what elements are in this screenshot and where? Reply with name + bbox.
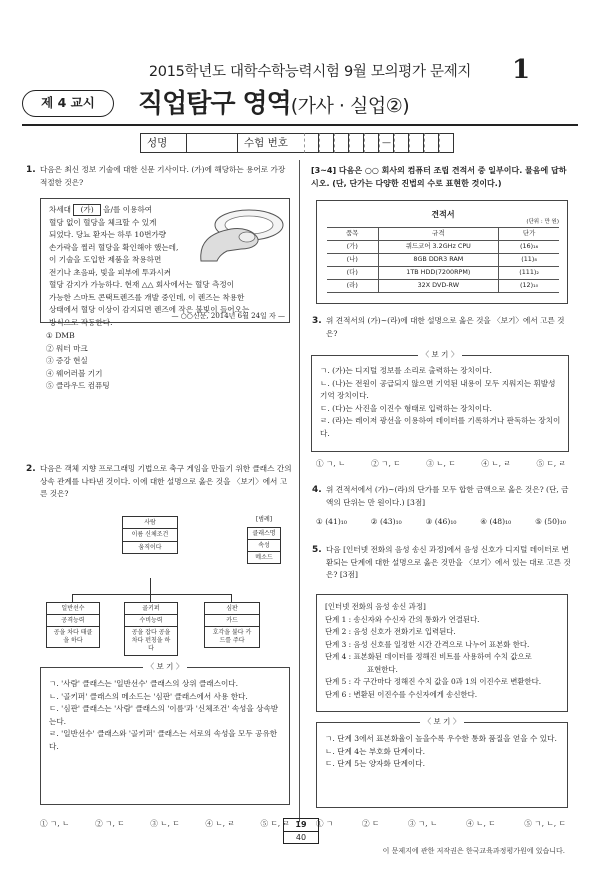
class-player: 일반선수 공격능력 공을 차다 태클을 하다: [46, 602, 100, 648]
table-row: (다) 1TB HDD(7200RPM) (111)₂: [327, 267, 559, 280]
q5-stem: [312, 544, 572, 582]
q2-bogi-item: ㄱ. '사람' 클래스는 '일반선수' 클래스의 상위 클래스이다.: [49, 679, 239, 688]
estimate-header: 품목: [327, 228, 378, 241]
q4-choice[interactable]: ⑤ (50)₁₀: [535, 517, 566, 526]
q1-choice[interactable]: ④ 웨어러블 기기: [46, 368, 103, 378]
page-total: 40: [295, 833, 307, 842]
glucose-sensor-illustration: [191, 203, 286, 263]
exam-digit[interactable]: [349, 133, 364, 153]
q2-bogi-item: ㄹ. '일반선수' 클래스와 '골키퍼' 클래스는 서로의 속성을 모두 공유한다.: [49, 729, 278, 751]
q5-choice[interactable]: ① ㄱ: [316, 819, 334, 828]
q5-step: 단계 6 : 변환된 이진수를 수신자에게 송신한다.: [325, 689, 478, 699]
q1-stem: [26, 164, 290, 189]
subject-title: [138, 86, 409, 124]
q2-text: 다음은 객체 지향 프로그래밍 기법으로 축구 게임을 만들기 위한 클래스 간의 상속 관계를 나타낸 것이다. 이에 대한 설명으로 옳은 것을 〈보기〉에서 고른 것은?: [40, 464, 292, 498]
exam-digit[interactable]: [319, 133, 334, 153]
q5-text: 다음 [인터넷 전화의 음성 송신 과정]에서 음성 신호가 디지털 데이터로 변환되는 단계에 대한 설명으로 옳은 것만을 〈보기〉에서 있는 대로 고른 것은? [3점]: [326, 545, 571, 579]
q5-bogi-item: ㄴ. 단계 4는 부호화 단계이다.: [325, 746, 426, 756]
q1-article-line: 혈당 감지가 가능하다. 현재 △△ 회사에서는 혈당 측정이: [49, 280, 235, 289]
estimate-header: 단가: [499, 228, 559, 241]
q2-bogi-box: [40, 662, 290, 805]
q2-bogi-title: 〈 보 기 〉: [143, 662, 188, 671]
q3-text: 위 견적서의 (가)~(라)에 대한 설명으로 옳은 것을 〈보기〉에서 고른 것은?: [326, 316, 565, 338]
q5-step: 단계 5 : 각 구간마다 정해진 수치 값을 0과 1의 이진수로 변환한다.: [325, 677, 542, 686]
q1-choice[interactable]: ③ 증강 현실: [46, 356, 88, 365]
q5-bogi-box: [316, 717, 568, 808]
table-row: (가) 쿼드코어 3.2GHz CPU (16)₁₆: [327, 241, 559, 254]
q3-choice[interactable]: ② ㄱ, ㄷ: [371, 459, 401, 468]
q2-stem: [26, 463, 292, 501]
q4-choices: [316, 516, 566, 529]
q3-choices: [316, 458, 566, 471]
class-referee: 심판 카드 호각을 불다 카드를 주다: [204, 602, 260, 648]
estimate-unit: (단위 : 만 원): [526, 219, 559, 225]
class-keeper: 골키퍼 수비능력 공을 잡다 공을 차다 펀칭을 하다: [124, 602, 178, 656]
copyright-notice: 이 문제지에 관한 저작권은 한국교육과정평가원에 있습니다.: [382, 847, 565, 855]
q1-article-line: 을/를 이용하여: [103, 205, 153, 214]
q1-article-line: 가능한 스마트 콘택트렌즈를 개발 중인데, 이 렌즈는 착용한: [49, 292, 245, 302]
exam-digit[interactable]: [394, 133, 409, 153]
q1-choices: [46, 330, 110, 393]
q5-step: 단계 1 : 송신자와 수신자 간의 통화가 연결된다.: [325, 614, 480, 624]
q1-article-line: 이 기술을 도입한 제품을 착용하면: [49, 255, 162, 264]
q5-bogi-item: ㄷ. 단계 5는 양자화 단계이다.: [325, 759, 426, 768]
q2-bogi-item: ㄷ. '심판' 클래스는 '사람' 클래스의 '이름'과 '신체조건' 속성을 상속받는다.: [49, 704, 279, 726]
q1-article-line: 전기나 초음파, 빛을 피부에 투과시켜: [49, 267, 172, 277]
q1-article-box: [40, 198, 290, 327]
q5-choices: [316, 818, 566, 831]
exam-digit[interactable]: [364, 133, 379, 153]
q3-bogi-item: ㄷ. (다)는 사진을 이진수 형태로 입력하는 장치이다.: [320, 403, 492, 413]
exam-digit[interactable]: [424, 133, 439, 153]
q4-stem: [312, 484, 572, 509]
q4-choice[interactable]: ④ (48)₁₀: [480, 517, 512, 526]
q2-choice[interactable]: ④ ㄴ, ㄹ: [205, 819, 235, 828]
q3-bogi-item: ㄴ. (나)는 전원이 공급되지 않으면 기억된 내용이 모두 지워지는 휘발성 기억 장치이다.: [320, 378, 556, 400]
q5-choice[interactable]: ② ㄷ: [361, 819, 380, 828]
exam-dash: —: [379, 133, 394, 153]
q1-article-line: 손가락을 찔러 혈당을 확인해야 했는데,: [49, 242, 179, 252]
q1-choice[interactable]: ① DMB: [46, 331, 75, 340]
class-person: 사람 이름 신체조건 움직이다: [122, 516, 178, 554]
exam-digit[interactable]: [439, 133, 454, 153]
q2-bogi-item: ㄴ. '골키퍼' 클래스의 메소드는 '심판' 클래스에서 사용 한다.: [49, 691, 248, 701]
q5-number: 5.: [312, 545, 322, 555]
q4-choice[interactable]: ① (41)₁₀: [316, 517, 347, 526]
name-label: 성명: [140, 133, 186, 153]
q1-blank-ga: (가): [73, 204, 100, 216]
exam-number-label: 수험 번호: [238, 133, 304, 153]
q3-bogi-item: ㄱ. (가)는 디지털 정보를 소리로 출력하는 장치이다.: [320, 366, 492, 375]
q1-choice[interactable]: ⑤ 클라우드 컴퓨팅: [46, 381, 110, 390]
q2-choice[interactable]: ⑤ ㄷ, ㄹ: [260, 819, 290, 828]
q5-process-title: [인터넷 전화의 음성 송신 과정]: [325, 602, 426, 611]
q1-article-line: 되었다. 당뇨 환자는 하루 10번가량: [49, 230, 167, 239]
q5-step: 단계 3 : 음성 신호를 일정한 시간 간격으로 나누어 표본화 한다.: [325, 639, 530, 649]
q4-text: 위 견적서에서 (가)~(라)의 단가를 모두 합한 금액으로 옳은 것은? (단, 금액의 단위는 만 원이다.) [3점]: [326, 485, 569, 507]
q5-step: 단계 4 : 표본화된 데이터를 정해진 비트를 사용하여 수치 값으로: [325, 652, 532, 661]
intro-3-4: [3~4] 다음은 ○○ 회사의 컴퓨터 조립 견적서 중 일부이다. 물음에 답하시오. (단, 단가는 다양한 진법의 수로 표현한 것이다.): [311, 166, 567, 188]
q3-bogi-box: [311, 350, 569, 452]
q4-choice[interactable]: ② (43)₁₀: [370, 517, 402, 526]
estimate-header: 규격: [378, 228, 499, 241]
q1-article-line: 상태에서 혈당 이상이 감지되면 렌즈에 작은 불빛이 들어오는: [49, 305, 250, 314]
q1-text: 다음은 최신 정보 기술에 대한 신문 기사이다. (가)에 해당하는 용어로 가장 적절한 것은?: [40, 165, 286, 187]
q3-stem: [312, 315, 572, 340]
subject-sub: (가사 · 실업②): [290, 95, 410, 117]
estimate-box: [316, 200, 568, 304]
q1-article-line: 차세대: [49, 205, 72, 214]
name-field[interactable]: [186, 133, 238, 153]
exam-digit[interactable]: [334, 133, 349, 153]
period-badge: 제 4 교시: [22, 90, 114, 117]
column-divider: [299, 160, 300, 822]
q5-bogi-item: ㄱ. 단계 3에서 표본화율이 높을수록 우수한 통화 품질을 얻을 수 있다.: [325, 734, 557, 743]
q2-choice[interactable]: ③ ㄴ, ㄷ: [150, 819, 180, 828]
header-rule: [22, 124, 578, 126]
table-row: (라) 32X DVD-RW (12)₁₀: [327, 280, 559, 293]
q4-number: 4.: [312, 485, 322, 495]
estimate-title: 견적서: [431, 210, 455, 219]
q2-choice[interactable]: ② ㄱ, ㄷ: [95, 819, 125, 828]
page-counter: [283, 818, 319, 844]
q2-choice[interactable]: ① ㄱ, ㄴ: [40, 819, 70, 828]
q5-choice[interactable]: ④ ㄴ, ㄷ: [466, 819, 496, 828]
q5-choice[interactable]: ③ ㄱ, ㄴ: [407, 819, 438, 828]
q5-choice[interactable]: ⑤ ㄱ, ㄴ, ㄷ: [524, 819, 566, 828]
exam-title: 2015학년도 대학수학능력시험 9월 모의평가 문제지: [148, 64, 472, 80]
q2-number: 2.: [26, 464, 36, 474]
q3-choice[interactable]: ⑤ ㄷ, ㄹ: [536, 459, 566, 468]
q5-process-box: [316, 594, 568, 712]
page-number: 1: [512, 55, 531, 85]
q3-choice[interactable]: ① ㄱ, ㄴ: [316, 459, 346, 468]
q3-bogi-item: ㄹ. (라)는 레이저 광선을 이용하여 데이터를 기록하거나 판독하는 장치이다.: [320, 416, 561, 438]
page-current: 19: [284, 819, 318, 832]
q1-number: 1.: [26, 165, 36, 175]
q3-choice[interactable]: ③ ㄴ, ㄷ: [426, 459, 456, 468]
estimate-table: [327, 227, 559, 293]
q1-article-line: 혈당 없이 혈당을 체크할 수 있게: [49, 217, 157, 227]
class-diagram: [40, 510, 292, 660]
q1-choice[interactable]: ② 워터 마크: [46, 343, 88, 353]
q3-bogi-title: 〈 보 기 〉: [418, 350, 463, 359]
q1-article-line: 방식으로 작동한다.: [49, 317, 113, 327]
legend: [범례] 클래스명 속성 메소드: [244, 516, 284, 564]
q3-number: 3.: [312, 316, 322, 326]
subject-main: 직업탐구 영역: [138, 89, 291, 119]
q5-step: 표현한다.: [367, 664, 398, 674]
q3-choice[interactable]: ④ ㄴ, ㄹ: [481, 459, 511, 468]
q5-step: 단계 2 : 음성 신호가 전화기로 입력된다.: [325, 627, 456, 636]
q4-choice[interactable]: ③ (46)₁₀: [425, 517, 457, 526]
table-row: (나) 8GB DDR3 RAM (11)₈: [327, 254, 559, 267]
q5-bogi-title: 〈 보 기 〉: [420, 717, 465, 726]
exam-digit[interactable]: [409, 133, 424, 153]
exam-digit[interactable]: [304, 133, 319, 153]
q2-choices: [40, 818, 290, 831]
q1-source: — ○○신문, 2014년 6월 24일 자 —: [171, 312, 285, 320]
